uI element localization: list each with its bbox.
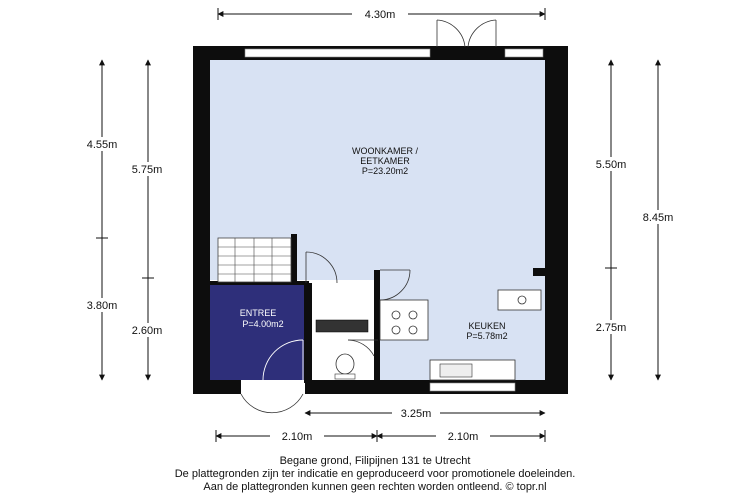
caption-address: Begane grond, Filipijnen 131 te Utrecht (279, 455, 471, 467)
living-room-area: P=23.20m2 (361, 166, 409, 176)
hallway-cabinet (316, 320, 368, 332)
wall-toilet-left (308, 283, 312, 383)
caption-disclaimer: De plattegronden zijn ter indicatie en geproduceerd voor promotionele doeleinden. (174, 468, 576, 480)
living-room-label-line2: EETKAMER (360, 156, 410, 166)
toilet-tank (335, 374, 355, 379)
dim-right-upper: 5.50m (595, 159, 627, 171)
toilet-icon (336, 354, 354, 374)
entrance-label: ENTREE (239, 308, 277, 318)
dim-top-width: 4.30m (364, 9, 396, 21)
dim-left-total-upper: 5.75m (131, 164, 163, 176)
entrance-floor (210, 283, 306, 380)
table-icon (498, 290, 541, 310)
sink-icon (440, 364, 472, 377)
kitchen-area: P=5.78m2 (466, 331, 508, 341)
dim-left-inner-lower: 2.60m (131, 325, 163, 337)
dim-left-upper: 4.55m (86, 139, 118, 151)
window-top-left (245, 49, 430, 57)
dim-bottom-right: 2.10m (447, 431, 479, 443)
wall-kitchen-stub (533, 268, 545, 276)
wall-stair-right (291, 234, 297, 284)
kitchen-counter (380, 300, 428, 340)
caption-rights: Aan de plattegronden kunnen geen rechten worden ontleend. © topr.nl (203, 481, 547, 493)
terrace-door (437, 20, 496, 47)
dim-right-total: 8.45m (642, 212, 674, 224)
dim-left-lower: 3.80m (86, 300, 118, 312)
window-top-right (505, 49, 543, 57)
wall-bottom-left (193, 380, 241, 394)
wall-right (545, 46, 568, 394)
entrance-door-swing (241, 394, 303, 413)
dim-right-lower: 2.75m (595, 322, 627, 334)
caption (0, 455, 750, 494)
wall-kitchen-left (374, 270, 380, 383)
living-room-label-line1: WOONKAMER / (351, 146, 419, 156)
kitchen-label: KEUKEN (468, 321, 506, 331)
window-bottom (430, 383, 515, 391)
entrance-area: P=4.00m2 (242, 319, 284, 329)
dim-bottom-left: 2.10m (281, 431, 313, 443)
dim-bottom-inner: 3.25m (400, 408, 432, 420)
wall-left (193, 46, 210, 394)
staircase (218, 238, 291, 282)
